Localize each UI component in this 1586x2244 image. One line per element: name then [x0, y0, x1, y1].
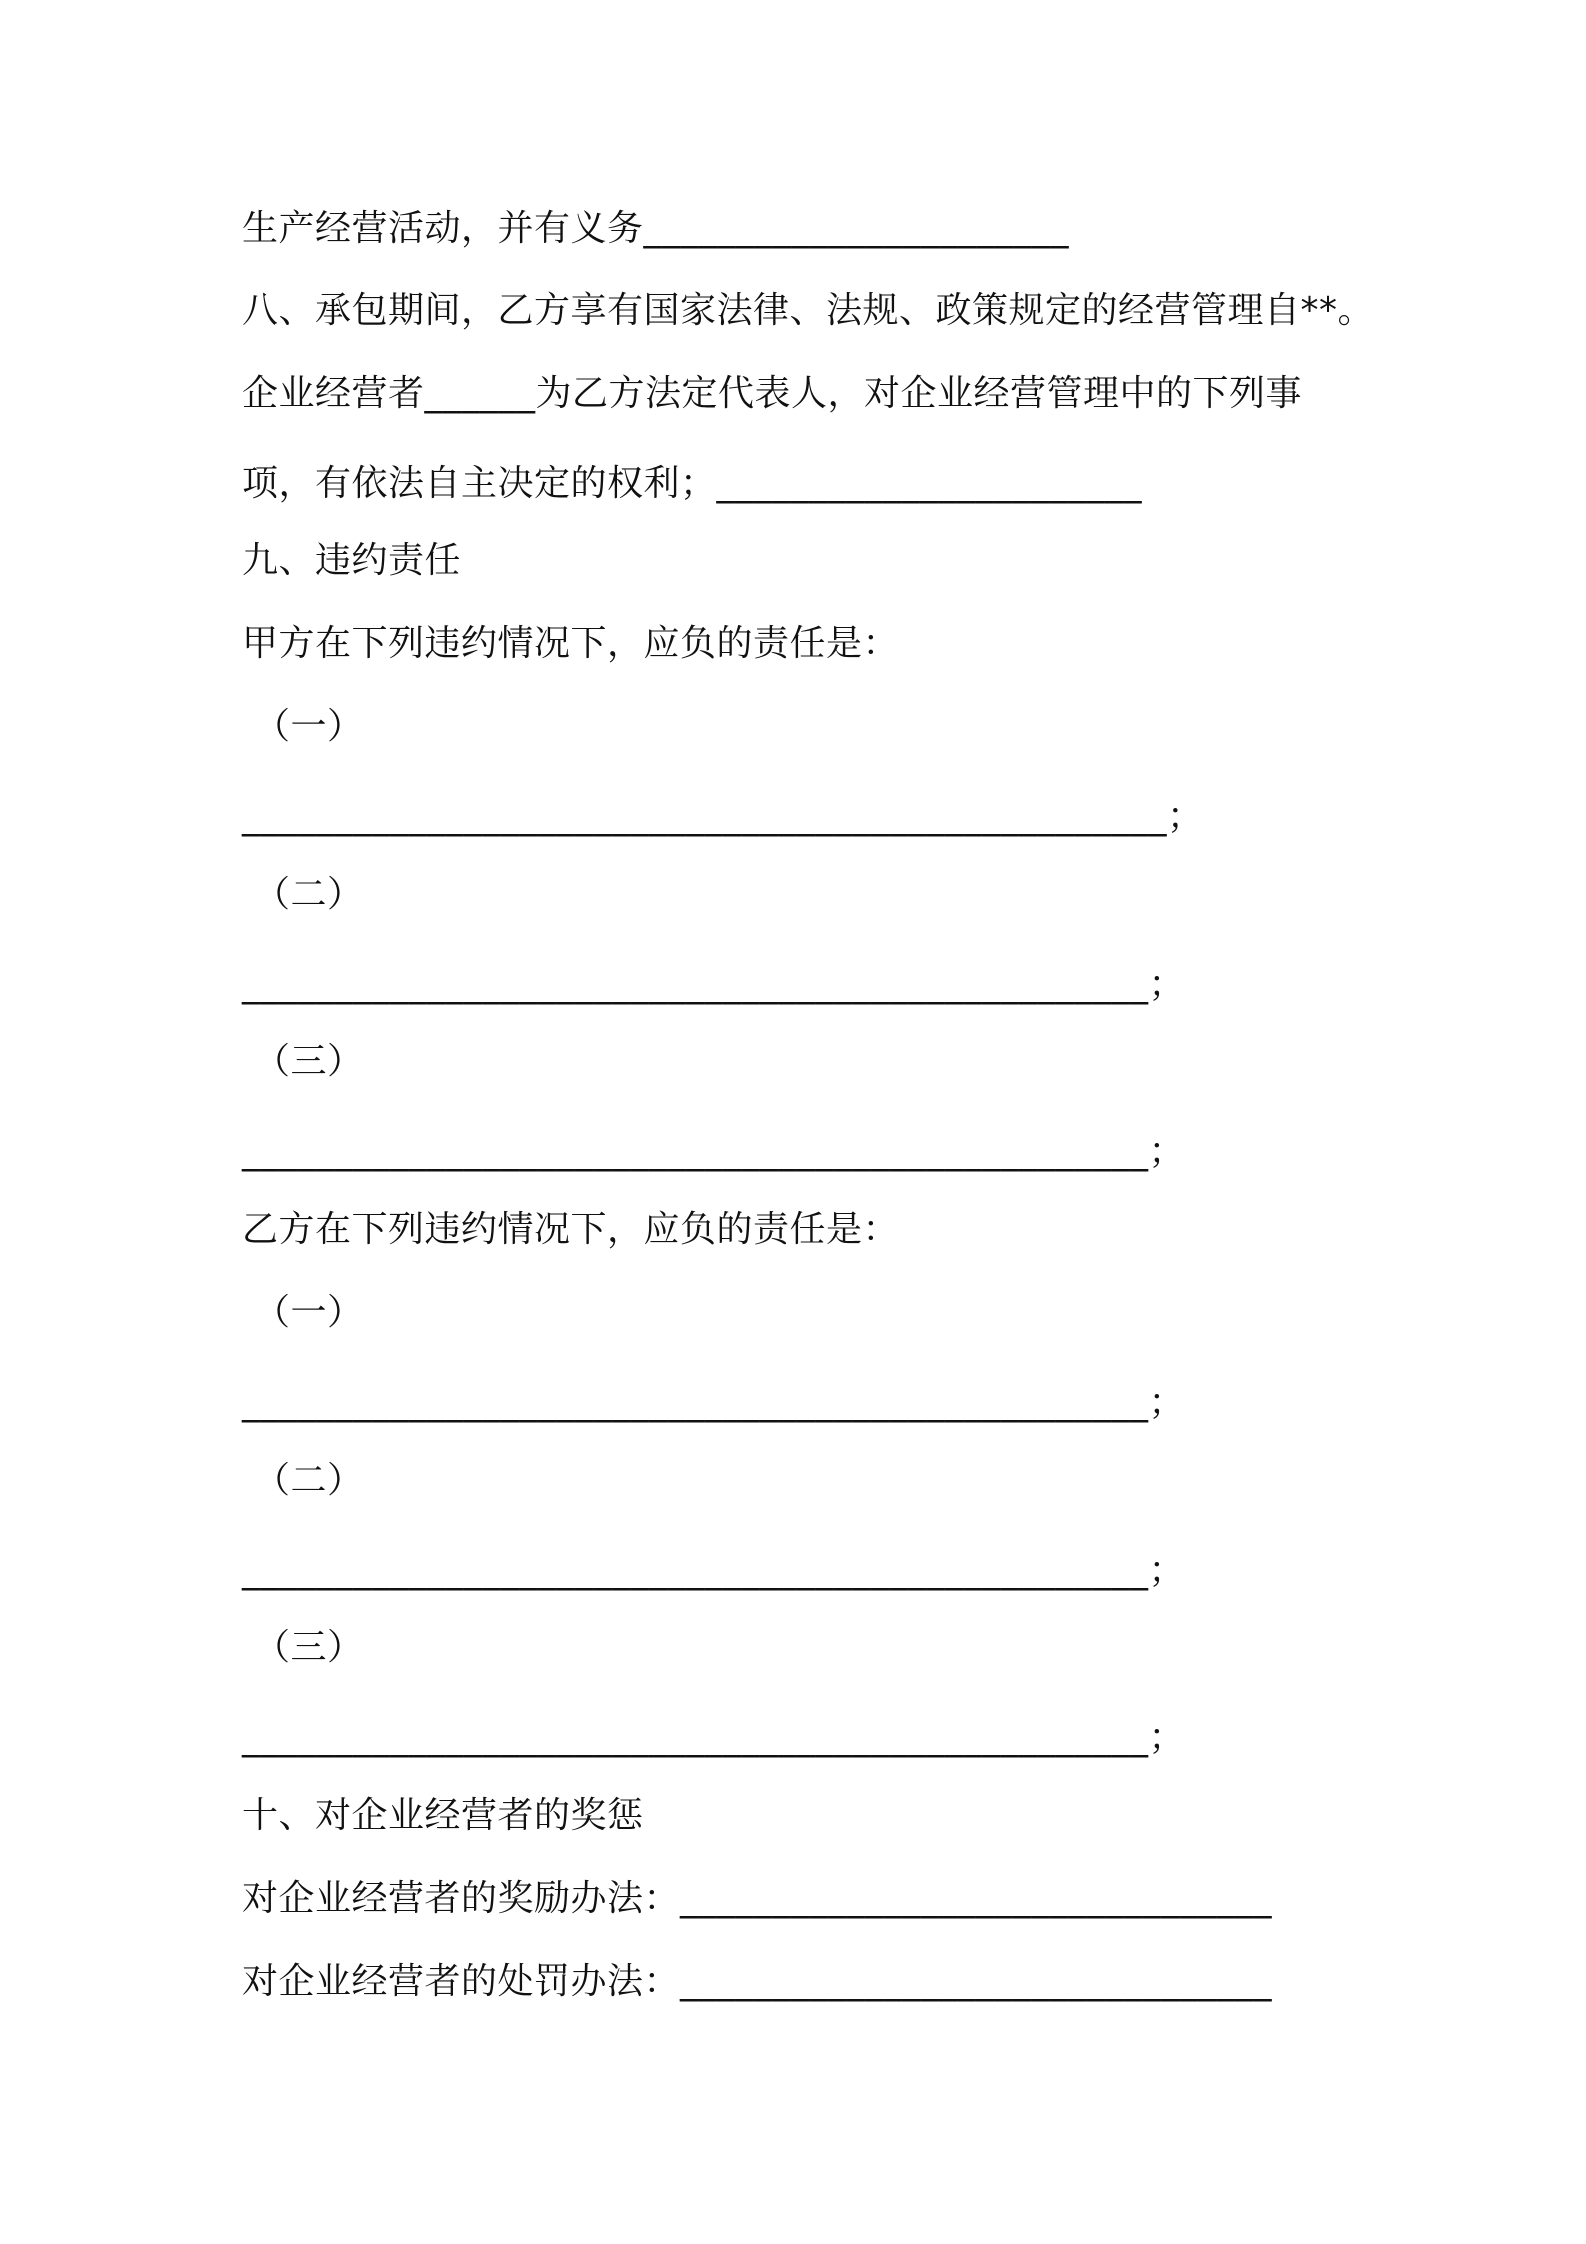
clause-10-heading: 十、对企业经营者的奖惩	[242, 1795, 644, 1836]
party-b-item-3-blank: _________________________________________________；	[242, 1717, 1185, 1758]
party-a-item-2-blank: _________________________________________________；	[242, 964, 1185, 1005]
party-b-item-3-label: （三）	[242, 1627, 364, 1668]
penalty-method-line: 对企业经营者的处罚办法：________________________________	[242, 1961, 1273, 2002]
party-a-item-1-blank: __________________________________________________；	[242, 796, 1204, 837]
party-b-item-1-label: （一）	[242, 1292, 364, 1333]
clause-8-rights-line: 项，有依法自主决定的权利；_______________________	[242, 463, 1143, 504]
party-a-liability-intro: 甲方在下列违约情况下，应负的责任是：	[242, 623, 900, 664]
party-b-item-1-blank: _________________________________________________；	[242, 1382, 1185, 1423]
party-b-item-2-label: （二）	[242, 1460, 364, 1501]
party-a-item-3-label: （三）	[242, 1041, 364, 1082]
clause-9-heading: 九、违约责任	[242, 540, 462, 581]
party-b-liability-intro: 乙方在下列违约情况下，应负的责任是：	[242, 1209, 900, 1250]
clause-8-continuation: 生产经营活动，并有义务_______________________	[242, 208, 1070, 249]
clause-8-operator-line: 企业经营者______为乙方法定代表人，对企业经营管理中的下列事	[242, 373, 1303, 414]
party-a-item-1-label: （一）	[242, 706, 364, 747]
party-a-item-3-blank: _________________________________________________；	[242, 1131, 1185, 1172]
reward-method-line: 对企业经营者的奖励办法：________________________________	[242, 1878, 1273, 1919]
party-b-item-2-blank: _________________________________________________；	[242, 1550, 1185, 1591]
clause-8-heading: 八、承包期间，乙方享有国家法律、法规、政策规定的经营管理自**。	[242, 290, 1375, 331]
party-a-item-2-label: （二）	[242, 874, 364, 915]
